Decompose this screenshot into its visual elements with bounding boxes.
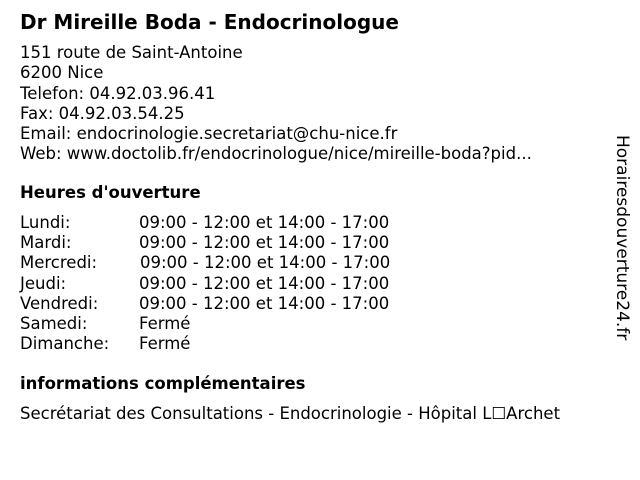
day-label: Samedi: bbox=[20, 313, 88, 333]
phone-line: Telefon: 04.92.03.96.41 bbox=[20, 83, 216, 103]
city-line: 6200 Nice bbox=[20, 63, 104, 83]
day-hours: 09:00 - 12:00 et 14:00 - 17:00 bbox=[139, 273, 390, 293]
email-line: Email: endocrinologie.secretariat@chu-nice.fr bbox=[20, 124, 398, 144]
day-label: Mercredi: bbox=[20, 253, 98, 273]
day-hours: Fermé bbox=[139, 334, 191, 354]
web-line: Web: www.doctolib.fr/endocrinologue/nice/mireille-boda?pid... bbox=[20, 144, 532, 164]
page-title: Dr Mireille Boda - Endocrinologue bbox=[20, 10, 399, 34]
day-hours: 09:00 - 12:00 et 14:00 - 17:00 bbox=[139, 233, 390, 253]
additional-info-text: Secrétariat des Consultations - Endocrinologie - Hôpital L☐Archet bbox=[20, 404, 561, 423]
day-hours: 09:00 - 12:00 et 14:00 - 17:00 bbox=[139, 213, 390, 232]
opening-hours-heading: Heures d'ouverture bbox=[20, 183, 201, 202]
additional-info-heading: informations complémentaires bbox=[20, 374, 306, 393]
day-hours: Fermé bbox=[139, 313, 191, 333]
site-watermark: Horairesdouverture24.fr bbox=[612, 135, 632, 341]
day-label: Dimanche: bbox=[20, 334, 110, 354]
contact-block bbox=[20, 43, 532, 165]
fax-line: Fax: 04.92.03.54.25 bbox=[20, 103, 185, 123]
day-label: Jeudi: bbox=[20, 273, 67, 293]
day-hours: 09:00 - 12:00 et 14:00 - 17:00 bbox=[139, 293, 390, 313]
day-label: Mardi: bbox=[20, 233, 72, 253]
day-hours: 09:00 - 12:00 et 14:00 - 17:00 bbox=[140, 253, 391, 273]
address-line: 151 route de Saint-Antoine bbox=[20, 43, 243, 62]
day-label: Lundi: bbox=[20, 213, 71, 232]
day-label: Vendredi: bbox=[20, 293, 99, 313]
